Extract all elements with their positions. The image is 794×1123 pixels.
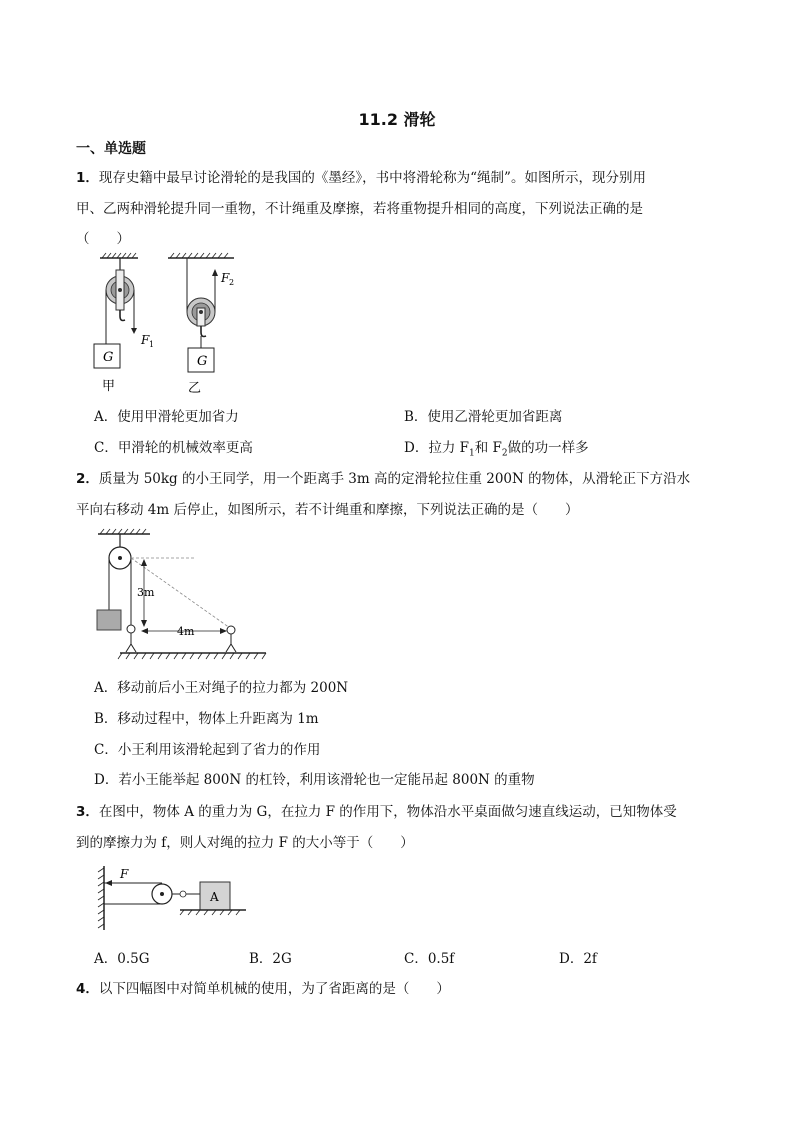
q1-option-b[interactable]: B．使用乙滑轮更加省距离: [404, 409, 563, 425]
q2-option-a[interactable]: A．移动前后小王对绳子的拉力都为 200N: [94, 680, 349, 696]
q1-option-d-pre: D．拉力 F: [404, 440, 469, 456]
q2-text-1: 质量为 50kg 的小王同学，用一个距离手 3m 高的定滑轮拉住重 200N 的物体，从滑轮正下方沿水: [98, 471, 691, 487]
q3-option-a[interactable]: A．0.5G: [94, 951, 150, 967]
q1-f2-sub: 2: [229, 278, 235, 287]
q1-f1-sub: 1: [149, 340, 155, 349]
page-title: 11.2 滑轮: [358, 110, 436, 129]
q1-line1: [76, 166, 646, 186]
q1-g-right: G: [197, 354, 208, 369]
q4-number: 4．: [76, 981, 99, 997]
q1-option-a[interactable]: A．使用甲滑轮更加省力: [94, 409, 239, 425]
q2-line1: [76, 467, 690, 487]
q1-option-d-sub2: 2: [501, 448, 508, 459]
q2-height-label: 3m: [137, 586, 155, 599]
q4-text-1: 以下四幅图中对简单机械的使用，为了省距离的是（ ）: [98, 981, 450, 997]
q1-number: 1．: [76, 170, 99, 186]
q2-option-b[interactable]: B．移动过程中，物体上升距离为 1m: [94, 711, 319, 727]
q3-line1: [76, 800, 677, 820]
q3-option-d[interactable]: D．2f: [559, 951, 597, 967]
q2-option-c[interactable]: C．小王利用该滑轮起到了省力的作用: [94, 742, 321, 758]
q4-line1: [76, 977, 450, 997]
q3-line2: 到的摩擦力为 f，则人对绳的拉力 F 的大小等于（ ）: [76, 835, 414, 851]
q1-f1-label: F: [141, 333, 150, 347]
q3-text-1: 在图中，物体 A 的重力为 G，在拉力 F 的作用下，物体沿水平桌面做匀速直线运动，已知物体受: [98, 804, 677, 820]
movable-pulley-diagram: [168, 253, 234, 396]
q1-option-d-sub1: 1: [468, 448, 475, 459]
q1-option-c[interactable]: C．甲滑轮的机械效率更高: [94, 440, 253, 456]
q1-option-d-post: 做的功一样多: [507, 440, 589, 456]
q1-line2: 甲、乙两种滑轮提升同一重物，不计绳重及摩擦，若将重物提升相同的高度，下列说法正确的是: [76, 201, 643, 217]
q3-number: 3．: [76, 804, 99, 820]
q3-f-label: F: [120, 867, 129, 881]
q1-caption-right: 乙: [188, 381, 202, 396]
q2-number: 2．: [76, 471, 99, 487]
q3-block-label: A: [210, 890, 219, 904]
q1-text-1: 现存史籍中最早讨论滑轮的是我国的《墨经》，书中将滑轮称为“绳制”。如图所示，现分别用: [98, 170, 646, 186]
q3-option-c[interactable]: C．0.5f: [404, 951, 455, 967]
q3-option-b[interactable]: B．2G: [249, 951, 292, 967]
q2-figure: [90, 528, 272, 662]
q2-distance-label: 4m: [177, 625, 195, 638]
q3-figure: [92, 862, 252, 934]
q2-option-d[interactable]: D．若小王能举起 800N 的杠铃，利用该滑轮也一定能吊起 800N 的重物: [94, 772, 535, 788]
q1-option-d[interactable]: [404, 436, 589, 459]
q1-line3: （ ）: [76, 231, 130, 247]
section-heading: 一、单选题: [76, 141, 146, 157]
q1-caption-left: 甲: [102, 379, 116, 394]
q1-g-left: G: [103, 350, 114, 365]
q1-f2-label: F: [221, 271, 230, 285]
fixed-pulley-diagram: [94, 253, 154, 394]
q1-figure: [86, 252, 256, 400]
q1-option-d-mid: 和 F: [474, 440, 502, 456]
q2-line2: 平向右移动 4m 后停止，如图所示，若不计绳重和摩擦，下列说法正确的是（ ）: [76, 502, 579, 518]
